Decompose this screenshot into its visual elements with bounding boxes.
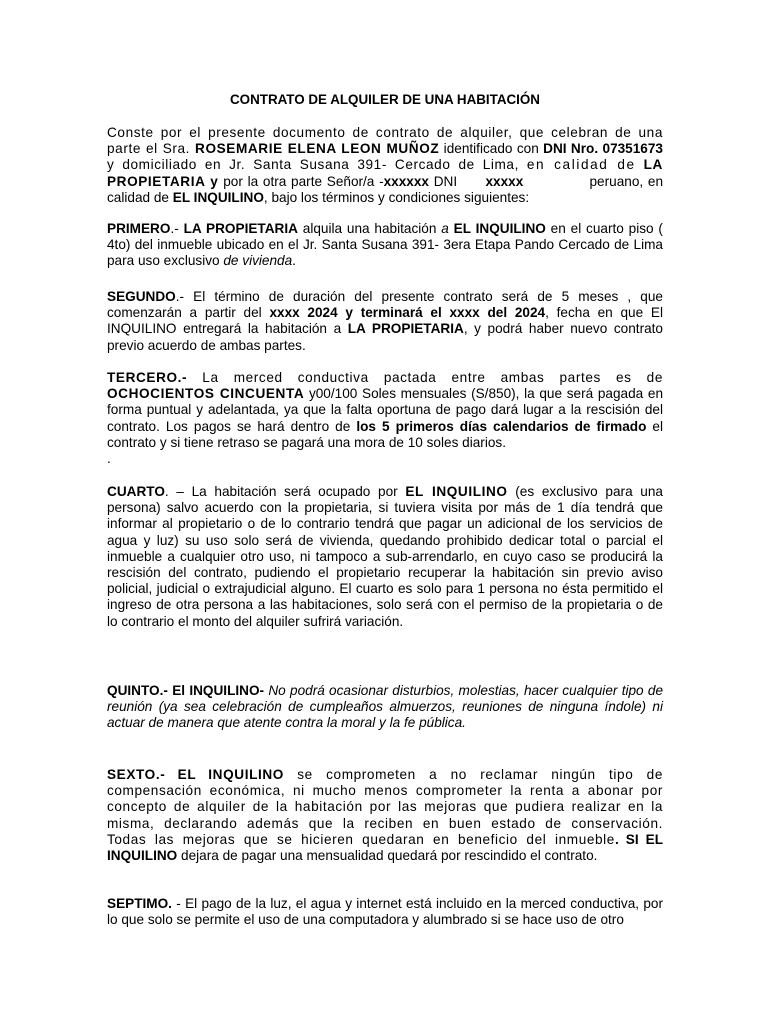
intro-text-2: identificado con xyxy=(439,141,544,157)
clause-septimo xyxy=(107,896,663,928)
clause-primero xyxy=(107,221,663,270)
clause-label: CUARTO xyxy=(107,484,165,499)
clause-text: .- El término de duración del presente contrato será de 5 meses , que comenzarán a partir del xyxy=(107,289,663,321)
tenant-role: EL INQUILINO xyxy=(172,189,264,205)
clause-bold: xxxx 2024 y terminará el xxxx del 2024 xyxy=(269,305,546,321)
clause-text: , y podrá haber nuevo contrato previo acuerdo de ambas partes. xyxy=(107,321,663,353)
clause-bold: EL INQUILINO xyxy=(405,484,508,499)
intro-text-5 xyxy=(636,157,644,172)
intro-text-7: DNI xyxy=(429,173,486,189)
clause-bold: LA PROPIETARIA xyxy=(183,221,298,236)
clause-text: (es exclusivo para una persona) salvo acuerdo con la propietaria, si tuviera visita por más de 1 día tendrá que informar al propietario o de lo contrario tendrá que pagar un adicional de los servicios de agua y luz) su uso solo será de vivienda, quedando prohibido dedicar total o parcial el inmueble a cualquier otro uso, ni tampoco a sub-arrendarlo, en cuyo caso se producirá la rescisión del contrato, pudiendo el propietario recuperar la habitación sin previo aviso policial, judicial o extrajudicial alguno. El cuarto es solo para 1 persona no ésta permitido el ingreso de otra persona a las habitaciones, solo será con el permiso de la propietaria o de lo contrario el monto del alquiler sufrirá variación. xyxy=(107,484,663,629)
clause-label: SEXTO.- EL INQUILINO xyxy=(107,767,284,782)
clause-text: . xyxy=(292,253,296,269)
intro-text-6: por la otra parte Señor/a - xyxy=(218,173,384,189)
clause-tercero xyxy=(107,370,663,467)
intro-paragraph xyxy=(107,125,667,206)
clause-text: . – La habitación será ocupado por xyxy=(164,484,406,499)
clause-sexto xyxy=(107,767,663,864)
clause-label: QUINTO.- El INQUILINO- xyxy=(107,683,265,698)
owner-name: ROSEMARIE ELENA LEON MUÑOZ xyxy=(195,141,440,157)
clause-label: SEGUNDO xyxy=(107,289,176,304)
owner-role: LA PROPIETARIA y xyxy=(107,157,663,189)
clause-italic: a xyxy=(441,221,449,236)
clause-text: dejara de pagar una mensualidad quedará por rescindido el contrato. xyxy=(177,848,598,864)
clause-dot: . xyxy=(107,451,111,467)
clause-text: el contrato y si tiene retraso se pagará una mora de 10 soles diarios. xyxy=(107,418,663,450)
clause-cuarto xyxy=(107,484,663,630)
clause-text: alquila una habitación xyxy=(297,221,442,236)
clause-text: .- xyxy=(170,221,184,236)
intro-text-4: en calidad de xyxy=(526,157,636,173)
clause-label: PRIMERO xyxy=(107,221,171,236)
clause-text: en el cuarto piso ( 4to) del inmueble ubicado en el Jr. Santa Susana 391- 3era Etapa Pando Cercado de Lima para uso exclusivo xyxy=(107,221,663,269)
clause-quinto xyxy=(107,683,663,732)
intro-text-9: , bajo los términos y condiciones siguientes: xyxy=(263,189,530,205)
document-title: CONTRATO DE ALQUILER DE UNA HABITACIÓN xyxy=(230,92,540,107)
tenant-dni-placeholder: xxxxx xyxy=(485,173,524,189)
clause-label: SEPTIMO. xyxy=(107,896,172,911)
clause-segundo xyxy=(107,289,663,354)
tenant-name-placeholder: xxxxxx xyxy=(383,173,429,189)
owner-dni: DNI Nro. 07351673 xyxy=(543,141,663,157)
clause-text: , fecha en que El INQUILINO entregará la habitación a xyxy=(107,305,663,337)
clause-bold: OCHOCIENTOS CINCUENTA xyxy=(107,386,305,402)
clause-text: La merced conductiva pactada entre ambas partes es de xyxy=(187,370,663,385)
clause-label: TERCERO.- xyxy=(107,370,188,385)
intro-text-3: y domiciliado en Jr. Santa Susana 391- Cercado de Lima, xyxy=(107,157,527,173)
clause-italic: No podrá ocasionar disturbios, molestias, hacer cualquier tipo de reunión (ya sea celebración de cumpleaños almuerzos, reuniones de ninguna índole) ni actuar de manera que atente contra la moral y la fe pública. xyxy=(107,683,664,731)
clause-bold: EL INQUILINO xyxy=(453,221,546,236)
clause-text: se comprometen a no reclamar ningún tipo de compensación económica, ni mucho menos comprometer la renta a abonar por concepto de alquiler de la habitación por las mejoras que pudiera realizar en la misma, declarando además que la reciben en buen estado de conservación. Todas las mejoras que se hicieren quedaran en beneficio del inmueble xyxy=(107,767,663,847)
intro-text-1: Conste por el presente documento de contrato de alquiler, que celebran de una parte el Sra. xyxy=(107,125,663,157)
clause-bold: . SI EL INQUILINO xyxy=(107,831,664,864)
clause-bold: los 5 primeros días calendarios de firmado xyxy=(356,418,647,434)
clause-text: - El pago de la luz, el agua y internet está incluido en la merced conductiva, por lo que solo se permite el uso de una computadora y alumbrado si se hace uso de otro xyxy=(107,896,663,928)
clause-text: y00/100 Soles mensuales (S/850), la que será pagada en forma puntual y adelantada, ya que la falta oportuna de pago dará lugar a la rescisión del contrato. Los pagos se hará dentro de xyxy=(107,386,664,434)
intro-text-8: peruano, en calidad de xyxy=(107,173,667,205)
clause-bold: LA PROPIETARIA xyxy=(347,321,464,337)
clause-italic: de vivienda xyxy=(223,253,293,269)
